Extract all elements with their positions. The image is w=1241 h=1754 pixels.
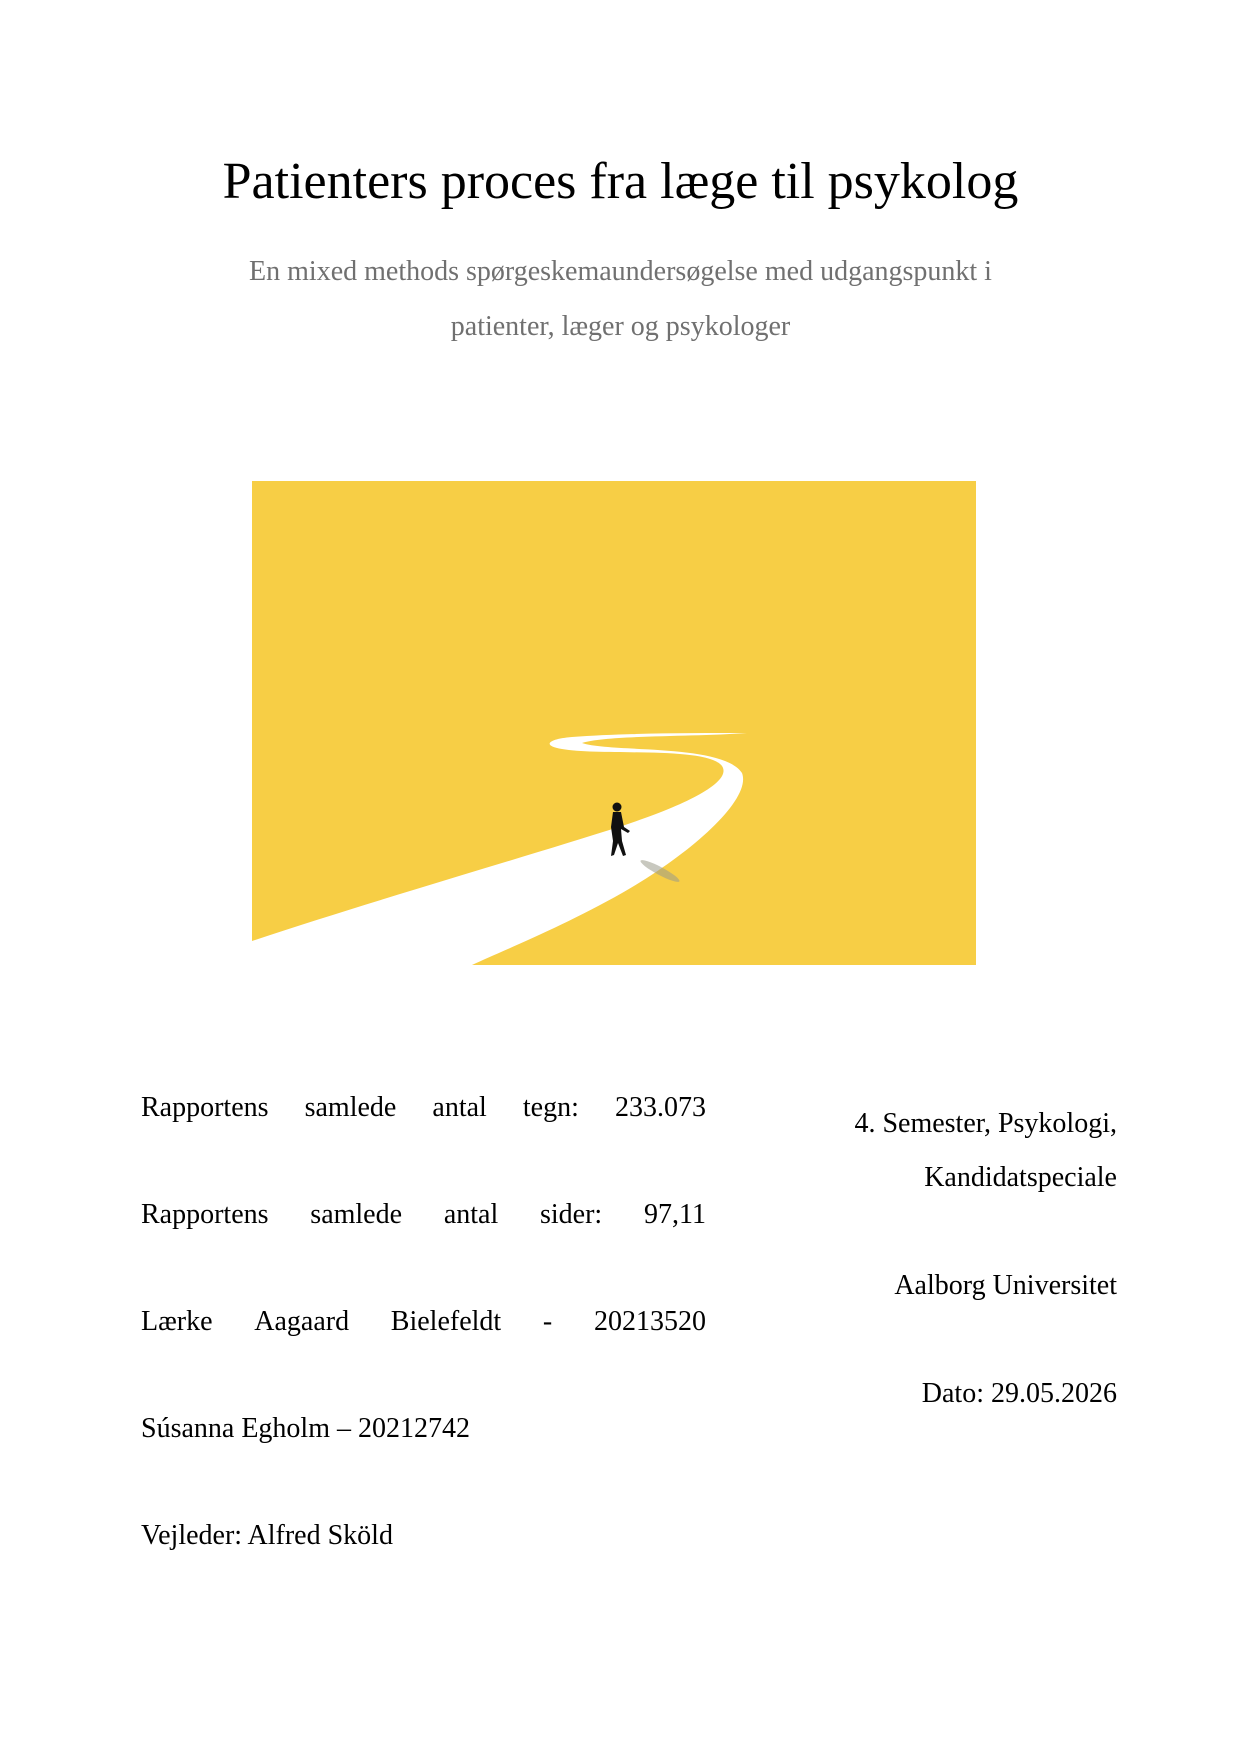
subtitle-line-2: patienter, læger og psykologer bbox=[450, 311, 791, 342]
subtitle-line-1: En mixed methods spørgeskemaundersøgelse med udgangspunkt i bbox=[249, 256, 992, 287]
document-subtitle bbox=[200, 244, 1041, 354]
word: antal bbox=[443, 1199, 499, 1230]
word: - bbox=[542, 1306, 553, 1337]
word: tegn: bbox=[522, 1092, 579, 1123]
word: sider: bbox=[540, 1199, 603, 1230]
word: antal bbox=[432, 1092, 487, 1123]
author-1-line bbox=[141, 1302, 706, 1409]
semester-line: 4. Semester, Psykologi, bbox=[854, 1108, 1117, 1139]
page-count-value: 97,11 bbox=[643, 1199, 706, 1230]
character-count-value: 233.073 bbox=[614, 1092, 706, 1123]
word: Bielefeldt bbox=[390, 1306, 502, 1337]
walking-figure-on-path-image bbox=[252, 481, 976, 965]
document-title: Patienters proces fra læge til psykolog bbox=[222, 153, 1019, 210]
university-line: Aalborg Universitet bbox=[894, 1270, 1117, 1301]
date-line: Dato: 29.05.2026 bbox=[921, 1378, 1117, 1409]
character-count-line bbox=[141, 1088, 706, 1195]
program-line: Kandidatspeciale bbox=[924, 1162, 1117, 1193]
word: samlede bbox=[304, 1092, 397, 1123]
word: Rapportens bbox=[141, 1092, 269, 1123]
word: samlede bbox=[310, 1199, 403, 1230]
report-details bbox=[141, 1088, 706, 1623]
author-1-student-number: 20213520 bbox=[593, 1306, 706, 1337]
institution-details bbox=[697, 1097, 1117, 1421]
cover-illustration bbox=[252, 481, 976, 965]
page-count-line bbox=[141, 1195, 706, 1302]
supervisor-line: Vejleder: Alfred Sköld bbox=[141, 1520, 393, 1551]
author-2-line: Súsanna Egholm – 20212742 bbox=[141, 1413, 470, 1444]
word: Lærke bbox=[141, 1306, 213, 1337]
word: Aagaard bbox=[254, 1306, 350, 1337]
word: Rapportens bbox=[141, 1199, 269, 1230]
